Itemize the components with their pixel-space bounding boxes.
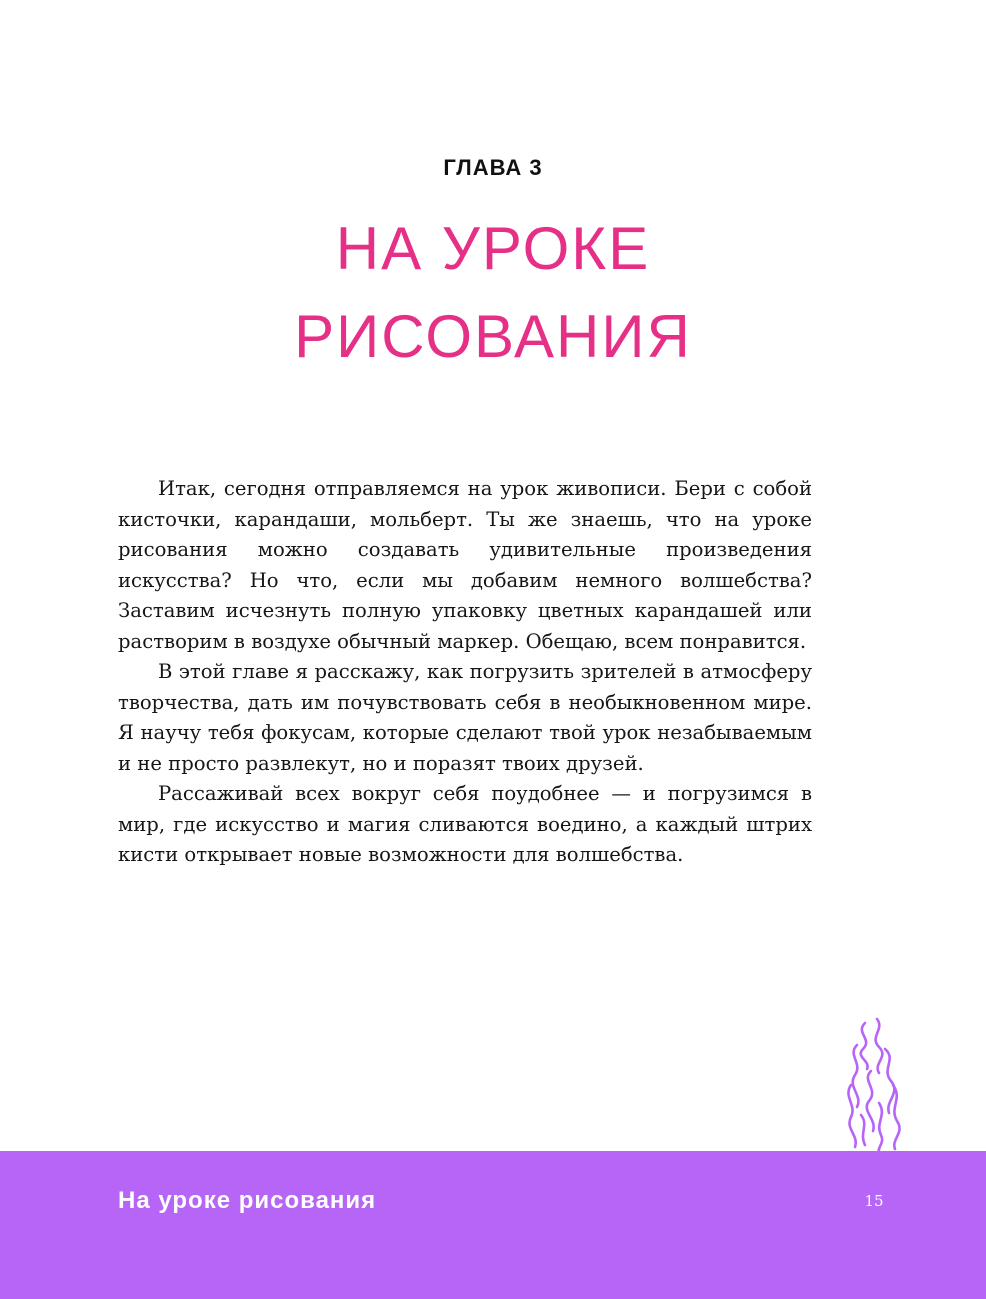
running-title: На уроке рисования (118, 1187, 377, 1214)
paragraph: В этой главе я расскажу, как погрузить зрителей в атмосферу творчества, дать им почувствовать себя в необыкновенном мире. Я научу тебя фокусам, которые сделают твой урок незабываемым и не просто развлекут, но и поразят твоих друзей. (118, 660, 812, 775)
chapter-title-line-1: НА УРОКЕ (335, 215, 651, 282)
chapter-title (0, 205, 986, 381)
page-number: 15 (864, 1192, 884, 1210)
chapter-label: ГЛАВА 3 (443, 155, 543, 180)
footer-band (0, 1151, 986, 1299)
paragraph: Рассаживай всех вокруг себя поудобнее — и погрузимся в мир, где искусство и магия сливаются воедино, а каждый штрих кисти открывает новые возможности для волшебства. (118, 782, 812, 866)
chapter-intro-text (118, 474, 812, 871)
paragraph: Итак, сегодня отправляемся на урок живописи. Бери с собой кисточки, карандаши, мольберт. Ты же знаешь, что на уроке рисования можно создавать удивительные произведения искусства? Но что, если мы добавим немного волшебства? Заставим исчезнуть полную упаковку цветных карандашей или растворим в воздухе обычный маркер. Обещаю, всем понравится. (118, 477, 812, 653)
chapter-title-line-2: РИСОВАНИЯ (294, 303, 692, 370)
magic-smoke-icon (833, 1015, 913, 1155)
